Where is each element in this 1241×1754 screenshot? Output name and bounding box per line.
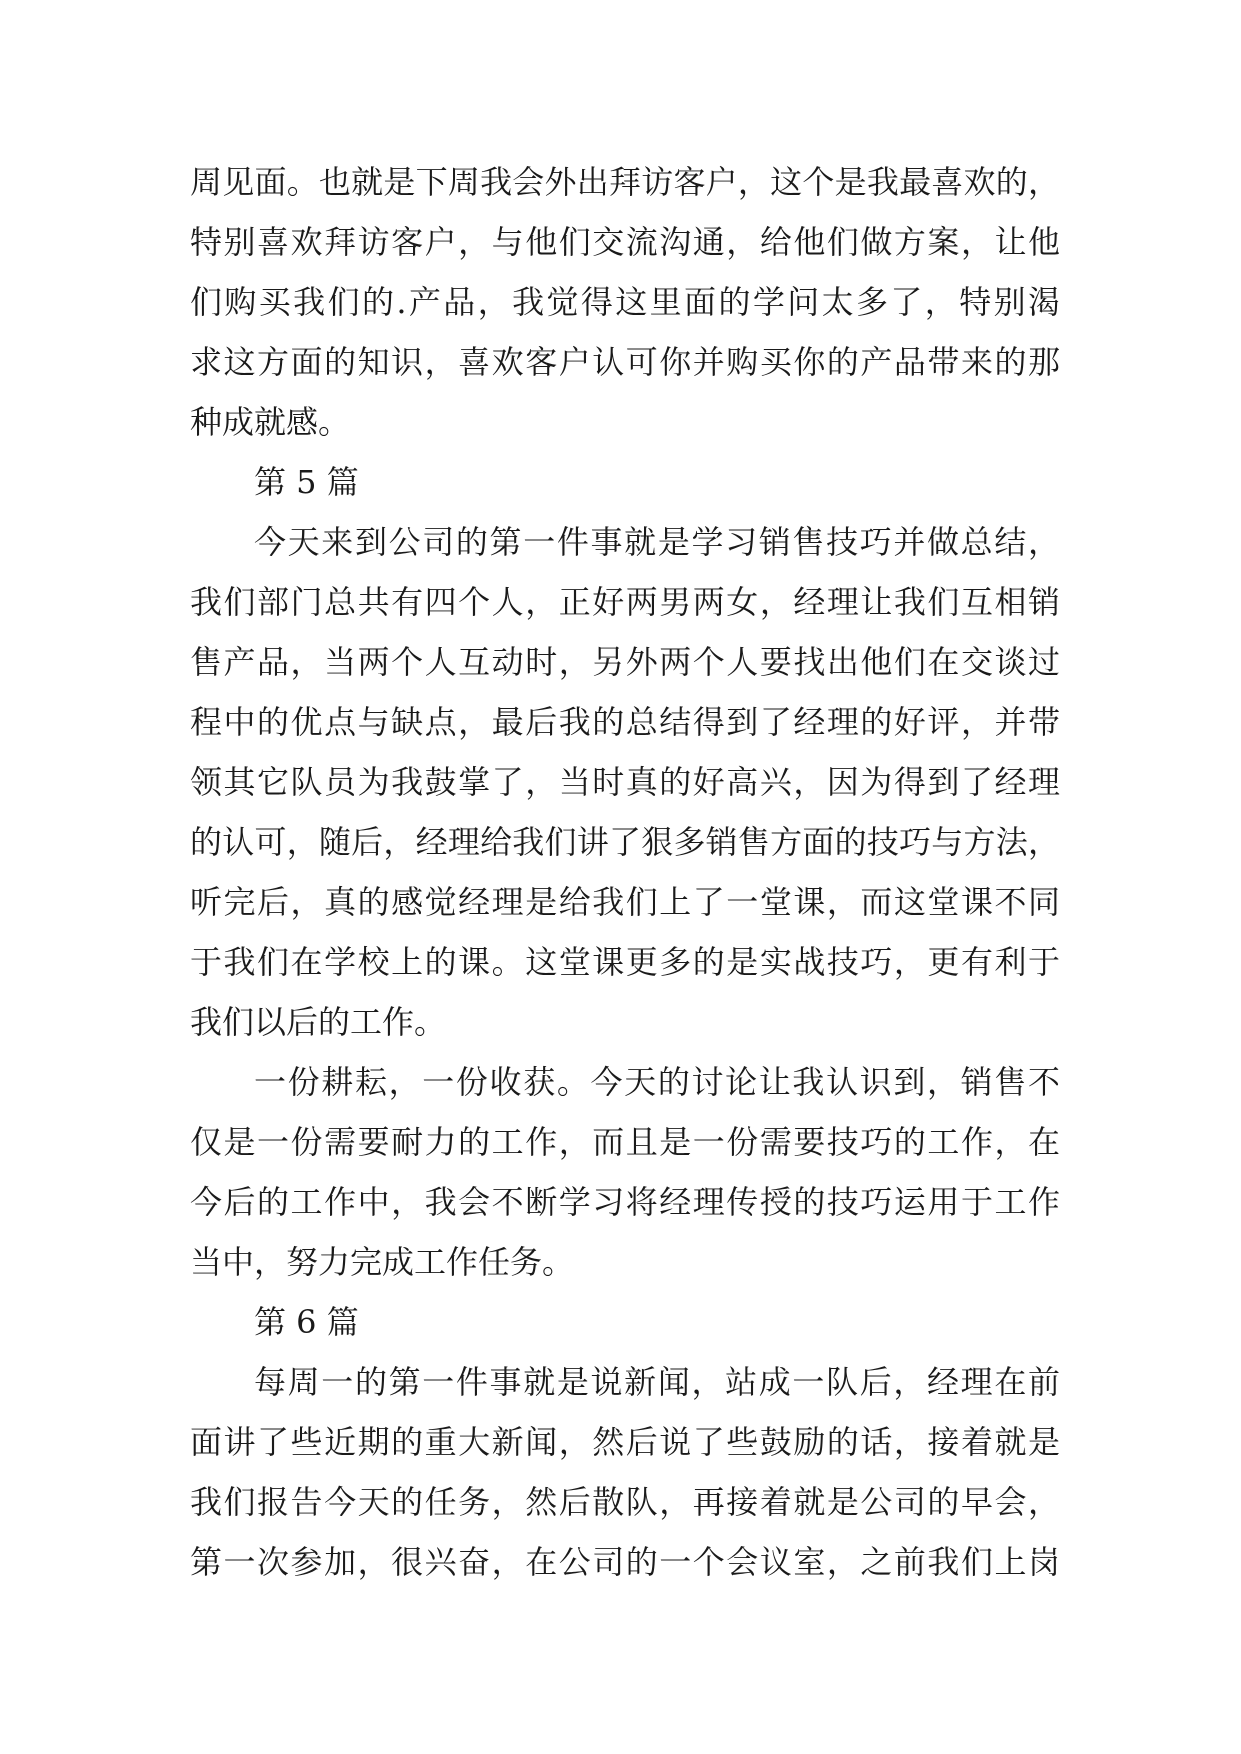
paragraph-line: 每周一的第一件事就是说新闻，站成一队后，经理在前 [254, 1363, 1060, 1401]
paragraph-line: 领其它队员为我鼓掌了，当时真的好高兴，因为得到了经理 [190, 763, 1060, 801]
paragraph-line: 求这方面的知识，喜欢客户认可你并购买你的产品带来的那 [190, 343, 1060, 381]
paragraph-line: 程中的优点与缺点，最后我的总结得到了经理的好评，并带 [190, 703, 1060, 741]
paragraph-line: 我们报告今天的任务，然后散队，再接着就是公司的早会， [190, 1483, 1060, 1521]
paragraph-line: 今天来到公司的第一件事就是学习销售技巧并做总结， [254, 523, 1060, 561]
section-heading: 第 6 篇 [254, 1303, 359, 1341]
paragraph-line: 我们部门总共有四个人，正好两男两女，经理让我们互相销 [190, 583, 1060, 621]
paragraph-line: 我们以后的工作。 [190, 1003, 447, 1041]
paragraph-line: 周见面。也就是下周我会外出拜访客户，这个是我最喜欢的， [190, 163, 1060, 201]
paragraph-line: 仅是一份需要耐力的工作，而且是一份需要技巧的工作，在 [190, 1123, 1060, 1161]
paragraph-line: 一份耕耘，一份收获。今天的讨论让我认识到，销售不 [254, 1063, 1060, 1101]
paragraph-line: 于我们在学校上的课。这堂课更多的是实战技巧，更有利于 [190, 943, 1060, 981]
paragraph-line: 当中，努力完成工作任务。 [190, 1243, 575, 1281]
paragraph-line: 种成就感。 [190, 403, 351, 441]
paragraph-line: 的认可，随后，经理给我们讲了狠多销售方面的技巧与方法， [190, 823, 1060, 861]
paragraph-line: 们购买我们的.产品，我觉得这里面的学问太多了，特别渴 [190, 283, 1060, 321]
paragraph-line: 面讲了些近期的重大新闻，然后说了些鼓励的话，接着就是 [190, 1423, 1060, 1461]
paragraph-line: 听完后，真的感觉经理是给我们上了一堂课，而这堂课不同 [190, 883, 1060, 921]
section-heading: 第 5 篇 [254, 463, 359, 501]
paragraph-line: 特别喜欢拜访客户，与他们交流沟通，给他们做方案，让他 [190, 223, 1060, 261]
paragraph-line: 今后的工作中，我会不断学习将经理传授的技巧运用于工作 [190, 1183, 1060, 1221]
paragraph-line: 售产品，当两个人互动时，另外两个人要找出他们在交谈过 [190, 643, 1060, 681]
document-body [190, 152, 1060, 1592]
paragraph-line: 第一次参加，很兴奋，在公司的一个会议室，之前我们上岗 [190, 1543, 1060, 1581]
